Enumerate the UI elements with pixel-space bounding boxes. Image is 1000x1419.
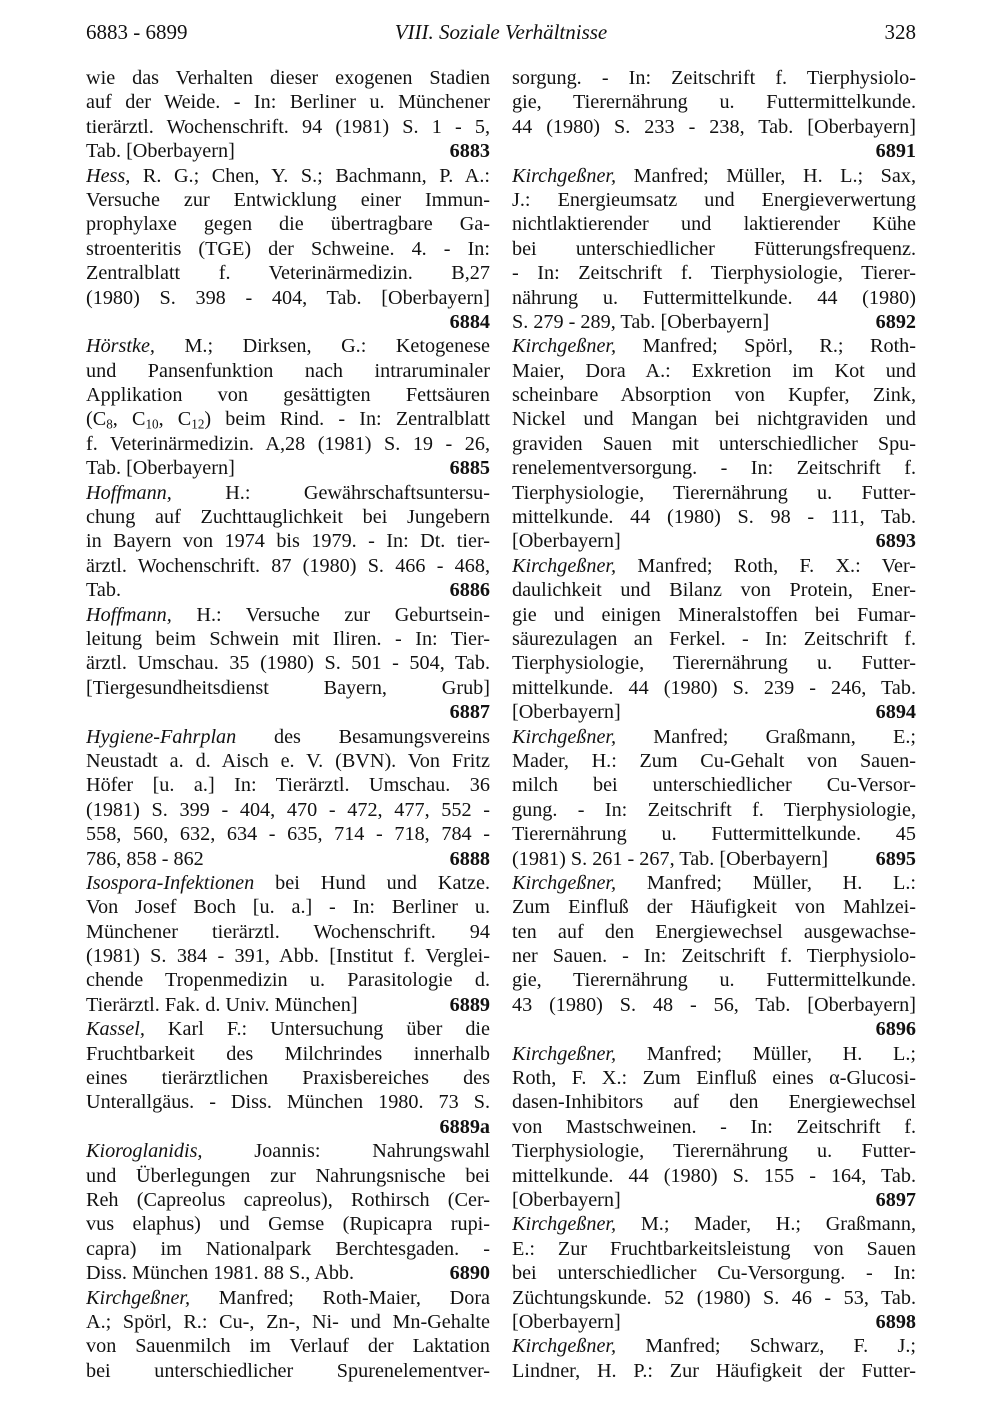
citation-text: mittelkunde. 44 (1980) S. 239 - 246, Tab. — [512, 676, 916, 699]
text-line — [86, 944, 490, 968]
text-line — [86, 115, 490, 139]
text-line — [512, 993, 916, 1017]
text-line — [86, 847, 490, 871]
text-line — [512, 261, 916, 285]
entry-number: 6893 — [875, 530, 916, 553]
citation-text: 43 (1980) S. 48 - 56, Tab. [Oberbayern] — [512, 993, 916, 1016]
citation-text: ärztl. Wochenschrift. 87 (1980) S. 466 - 468, — [86, 554, 490, 577]
left-column — [86, 66, 490, 1383]
citation-text: capra) im Nationalpark Berchtesgaden. - — [86, 1237, 490, 1260]
citation-text: scheinbare Absorption von Kupfer, Zink, — [512, 384, 916, 407]
citation-text: renelementversorgung. - In: Zeitschrift f. — [512, 457, 916, 480]
citation-text: gie, Tierernährung u. Futtermittelkunde. — [512, 969, 916, 992]
text-line — [512, 1090, 916, 1114]
text-line — [86, 1261, 490, 1285]
text-line — [86, 237, 490, 261]
text-line — [86, 1017, 490, 1041]
citation-text: bei unterschiedlicher Fütterungsfrequenz. — [512, 237, 916, 260]
citation-text: von Sauenmilch im Verlauf der Laktation — [86, 1335, 490, 1358]
text-line — [512, 310, 916, 334]
text-line — [512, 871, 916, 895]
citation-text: dasen-Inhibitors auf den Energiewechsel — [512, 1091, 916, 1114]
citation-text: Manfred; Roth, F. X.: Ver- — [616, 554, 916, 577]
text-line — [86, 822, 490, 846]
author-name: Isospora-Infektionen — [86, 871, 255, 894]
text-line — [512, 139, 916, 163]
citation-text: des Besamungsvereins — [236, 725, 490, 748]
text-line — [512, 481, 916, 505]
citation-text: daulichkeit und Bilanz von Protein, Ener- — [512, 579, 916, 602]
citation-text: mittelkunde. 44 (1980) S. 98 - 111, Tab. — [512, 506, 916, 529]
entry-number: 6894 — [875, 701, 916, 724]
citation-text: [Oberbayern] — [512, 701, 621, 724]
author-name: Hoffmann, — [86, 603, 172, 626]
citation-text: M.; Mader, H.; Graßmann, — [616, 1213, 916, 1236]
text-line — [86, 359, 490, 383]
citation-text: Fruchtbarkeit des Milchrindes innerhalb — [86, 1042, 490, 1065]
text-line — [86, 1237, 490, 1261]
citation-text: 558, 560, 632, 634 - 635, 714 - 718, 784 - — [86, 823, 490, 846]
citation-text: Züchtungskunde. 52 (1980) S. 46 - 53, Tab. — [512, 1286, 916, 1309]
entry-number: 6897 — [875, 1188, 916, 1211]
text-line — [86, 895, 490, 919]
subscript: 8 — [106, 416, 113, 432]
citation-text: bei unterschiedlicher Cu-Versorgung. - In: — [512, 1262, 916, 1285]
author-name: Kirchgeßner, — [512, 1335, 617, 1358]
citation-text: Manfred; Müller, H. L.; Sax, — [616, 164, 916, 187]
citation-text: Versuche zur Entwicklung einer Immun- — [86, 188, 490, 211]
citation-text: Lindner, H. P.: Zur Häufigkeit der Futter- — [512, 1359, 916, 1382]
citation-text: (C — [86, 408, 107, 431]
citation-text: und Pansenfunktion nach intraruminaler — [86, 359, 490, 382]
author-name: Kirchgeßner, — [512, 1042, 617, 1065]
text-line — [86, 1164, 490, 1188]
text-line — [512, 773, 916, 797]
citation-text: milch bei unterschiedlicher Cu-Versor- — [512, 774, 916, 797]
text-line — [86, 578, 490, 602]
citation-text: chende Tropenmedizin u. Parasitologie d. — [86, 969, 490, 992]
author-name: Hess, — [86, 164, 131, 187]
text-line — [86, 1042, 490, 1066]
text-line — [512, 944, 916, 968]
text-line — [86, 798, 490, 822]
citation-text: 786, 858 - 862 — [86, 847, 204, 870]
text-line — [512, 334, 916, 358]
text-line — [512, 651, 916, 675]
entry-number: 6891 — [875, 140, 916, 163]
text-line — [512, 725, 916, 749]
citation-text: Tierphysiologie, Tierernährung u. Futter- — [512, 1140, 916, 1163]
citation-text: tierärztl. Wochenschrift. 94 (1981) S. 1 - 5, — [86, 115, 490, 138]
text-line — [512, 1164, 916, 1188]
citation-text: Manfred; Roth-Maier, Dora — [190, 1286, 490, 1309]
author-name: Kassel, — [86, 1018, 145, 1041]
citation-text: Manfred; Schwarz, F. J.; — [616, 1335, 916, 1358]
author-name: Kirchgeßner, — [512, 335, 617, 358]
text-line — [86, 700, 490, 724]
citation-text: Manfred; Müller, H. L.; — [616, 1042, 916, 1065]
right-column — [512, 66, 916, 1383]
text-line — [512, 164, 916, 188]
text-line — [86, 1212, 490, 1236]
citation-text: sorgung. - In: Zeitschrift f. Tierphysiolo- — [512, 67, 916, 89]
text-line — [512, 822, 916, 846]
entry-number: 6896 — [875, 1018, 916, 1041]
citation-text: E.: Zur Fruchtbarkeitsleistung von Sauen — [512, 1237, 916, 1260]
citation-text: H.: Versuche zur Geburtsein- — [171, 603, 490, 626]
text-line — [512, 676, 916, 700]
entry-number: 6895 — [875, 847, 916, 870]
citation-text: Maier, Dora A.: Exkretion im Kot und — [512, 359, 916, 382]
citation-text: Höfer [u. a.] In: Tierärztl. Umschau. 36 — [86, 774, 490, 797]
citation-text: , C — [112, 408, 146, 431]
citation-text: Manfred; Spörl, R.; Roth- — [616, 335, 916, 358]
text-line — [512, 1359, 916, 1383]
text-line — [512, 749, 916, 773]
text-line — [86, 1286, 490, 1310]
section-title: VIII. Soziale Verhältnisse — [394, 20, 608, 44]
text-line — [86, 920, 490, 944]
citation-text: (1981) S. 261 - 267, Tab. [Oberbayern] — [512, 847, 829, 870]
text-line — [86, 529, 490, 553]
citation-text: Reh (Capreolus capreolus), Rothirsch (Cer- — [86, 1188, 490, 1211]
text-line — [86, 310, 490, 334]
citation-text: wie das Verhalten dieser exogenen Stadien — [86, 67, 490, 89]
citation-text: Applikation von gesättigten Fettsäuren — [86, 384, 490, 407]
text-line — [86, 334, 490, 358]
text-line — [86, 1139, 490, 1163]
subscript: 10 — [145, 416, 159, 432]
citation-text: nichtlaktierender und laktierender Kühe — [512, 213, 916, 236]
citation-text: nährung u. Futtermittelkunde. 44 (1980) — [512, 286, 916, 309]
citation-text: Mader, H.: Zum Cu-Gehalt von Sauen- — [512, 749, 916, 772]
citation-text: Nickel und Mangan bei nichtgraviden und — [512, 408, 916, 431]
text-line — [512, 627, 916, 651]
text-line — [512, 920, 916, 944]
citation-text: mittelkunde. 44 (1980) S. 155 - 164, Tab. — [512, 1164, 916, 1187]
text-line — [86, 505, 490, 529]
author-name: Hygiene-Fahrplan — [86, 725, 237, 748]
subscript: 12 — [191, 416, 205, 432]
citation-text: , C — [158, 408, 192, 431]
text-line — [86, 286, 490, 310]
text-line — [512, 1066, 916, 1090]
text-line — [512, 359, 916, 383]
text-line — [512, 1212, 916, 1236]
text-line — [512, 529, 916, 553]
citation-text: H.: Gewährschaftsuntersu- — [171, 481, 490, 504]
entry-number: 6892 — [875, 310, 916, 333]
citation-text: ) beim Rind. - In: Zentralblatt — [204, 408, 490, 431]
text-line — [512, 188, 916, 212]
entry-number: 6885 — [449, 457, 490, 480]
text-line — [512, 505, 916, 529]
citation-text: Diss. München 1981. 88 S., Abb. — [86, 1262, 355, 1285]
citation-text: Zum Einfluß der Häufigkeit von Mahlzei- — [512, 896, 916, 919]
citation-text: gie und einigen Mineralstoffen bei Fumar- — [512, 603, 916, 626]
citation-text: eines tierärztlichen Praxisbereiches des — [86, 1067, 490, 1090]
text-line — [86, 407, 490, 431]
text-line — [86, 164, 490, 188]
text-line — [512, 1139, 916, 1163]
citation-text: Manfred; Müller, H. L.: — [616, 871, 916, 894]
entry-number: 6889a — [439, 1115, 490, 1138]
text-line — [86, 993, 490, 1017]
text-line — [86, 66, 490, 90]
text-line — [512, 383, 916, 407]
citation-text: Tierphysiologie, Tierernährung u. Futter- — [512, 481, 916, 504]
text-line — [86, 871, 490, 895]
citation-text: [Oberbayern] — [512, 1188, 621, 1211]
author-name: Kirchgeßner, — [512, 554, 617, 577]
citation-text: J.: Energieumsatz und Energieverwertung — [512, 188, 916, 211]
text-line — [512, 1310, 916, 1334]
text-line — [512, 603, 916, 627]
text-line — [86, 1359, 490, 1383]
citation-text: von Mastschweinen. - In: Zeitschrift f. — [512, 1115, 916, 1138]
text-line — [86, 1188, 490, 1212]
text-line — [512, 1042, 916, 1066]
text-line — [86, 383, 490, 407]
text-line — [512, 968, 916, 992]
text-line — [86, 139, 490, 163]
text-line — [86, 554, 490, 578]
text-line — [86, 725, 490, 749]
citation-text: 44 (1980) S. 233 - 238, Tab. [Oberbayern] — [512, 115, 916, 138]
text-line — [512, 66, 916, 90]
citation-text: Karl F.: Untersuchung über die — [144, 1018, 490, 1041]
text-line — [86, 212, 490, 236]
text-line — [86, 627, 490, 651]
entry-number: 6898 — [875, 1310, 916, 1333]
text-line — [512, 1115, 916, 1139]
citation-text: ner Sauen. - In: Zeitschrift f. Tierphysiolo- — [512, 945, 916, 968]
citation-text: [Tiergesundheitsdienst Bayern, Grub] — [86, 676, 490, 699]
author-name: Kirchgeßner, — [512, 1213, 617, 1236]
text-line — [86, 676, 490, 700]
citation-text: (1980) S. 398 - 404, Tab. [Oberbayern] — [86, 286, 490, 309]
text-line — [86, 968, 490, 992]
citation-text: chung auf Zuchttauglichkeit bei Jungebern — [86, 506, 490, 529]
citation-text: Tab. [Oberbayern] — [86, 457, 235, 480]
citation-text: säurezulagen an Ferkel. - In: Zeitschrift f. — [512, 627, 916, 650]
author-name: Kirchgeßner, — [86, 1286, 191, 1309]
citation-text: M.; Dirksen, G.: Ketogenese — [154, 335, 490, 358]
text-line — [512, 798, 916, 822]
citation-text: und Überlegungen zur Nahrungsnische bei — [86, 1164, 490, 1187]
author-name: Kirchgeßner, — [512, 871, 617, 894]
citation-text: S. 279 - 289, Tab. [Oberbayern] — [512, 310, 770, 333]
author-name: Kirchgeßner, — [512, 725, 617, 748]
citation-text: Manfred; Graßmann, E.; — [616, 725, 916, 748]
text-line — [512, 1237, 916, 1261]
citation-text: Von Josef Boch [u. a.] - In: Berliner u. — [86, 896, 490, 919]
text-line — [512, 578, 916, 602]
text-line — [512, 1286, 916, 1310]
citation-text: ärztl. Umschau. 35 (1980) S. 501 - 504, Tab. — [86, 652, 490, 675]
text-line — [512, 1017, 916, 1041]
text-line — [512, 237, 916, 261]
text-line — [86, 481, 490, 505]
citation-text: in Bayern von 1974 bis 1979. - In: Dt. tier- — [86, 530, 490, 553]
text-line — [86, 1115, 490, 1139]
author-name: Hoffmann, — [86, 481, 172, 504]
text-line — [86, 1310, 490, 1334]
entry-number: 6890 — [449, 1262, 490, 1285]
entry-number: 6886 — [449, 579, 490, 602]
text-line — [512, 456, 916, 480]
text-line — [86, 1334, 490, 1358]
citation-text: [Oberbayern] — [512, 1310, 621, 1333]
text-line — [512, 212, 916, 236]
entry-number: 6887 — [449, 701, 490, 724]
citation-text: ten auf den Energiewechsel ausgewachse- — [512, 920, 916, 943]
text-line — [512, 554, 916, 578]
text-line — [86, 1090, 490, 1114]
text-line — [86, 90, 490, 114]
citation-text: prophylaxe gegen die übertragbare Ga- — [86, 213, 490, 236]
text-line — [86, 651, 490, 675]
text-line — [86, 188, 490, 212]
citation-text: Zentralblatt f. Veterinärmedizin. B,27 — [86, 262, 490, 285]
page-number: 328 — [884, 20, 916, 44]
page-header — [86, 20, 916, 50]
citation-text: Tab. — [86, 579, 122, 602]
entry-number: 6883 — [449, 140, 490, 163]
citation-text: bei unterschiedlicher Spurenelementver- — [86, 1359, 490, 1382]
citation-text: Neustadt a. d. Aisch e. V. (BVN). Von Fritz — [86, 749, 490, 772]
text-line — [86, 432, 490, 456]
citation-text: gung. - In: Zeitschrift f. Tierphysiologie, — [512, 798, 916, 821]
author-name: Kirchgeßner, — [512, 164, 617, 187]
citation-text: Tierernährung u. Futtermittelkunde. 45 — [512, 823, 916, 846]
text-line — [86, 603, 490, 627]
citation-text: Tierärztl. Fak. d. Univ. München] — [86, 993, 358, 1016]
citation-text: leitung beim Schwein mit Iliren. - In: Tier- — [86, 627, 490, 650]
citation-text: auf der Weide. - In: Berliner u. Münchener — [86, 91, 490, 114]
author-name: Kioroglanidis, — [86, 1140, 203, 1163]
entry-number: 6888 — [449, 847, 490, 870]
citation-text: - In: Zeitschrift f. Tierphysiologie, Tierer- — [512, 262, 916, 285]
citation-text: Tab. [Oberbayern] — [86, 140, 235, 163]
citation-text: [Oberbayern] — [512, 530, 621, 553]
citation-text: Tierphysiologie, Tierernährung u. Futter- — [512, 652, 916, 675]
citation-text: graviden Sauen mit unterschiedlicher Spu- — [512, 432, 916, 455]
citation-text: Joannis: Nahrungswahl — [202, 1140, 490, 1163]
citation-text: (1981) S. 399 - 404, 470 - 472, 477, 552 - — [86, 798, 490, 821]
citation-text: f. Veterinärmedizin. A,28 (1981) S. 19 - 26, — [86, 432, 490, 455]
citation-text: vus elaphus) und Gemse (Rupicapra rupi- — [86, 1213, 490, 1236]
citation-text: gie, Tierernährung u. Futtermittelkunde. — [512, 91, 916, 114]
entry-range: 6883 - 6899 — [86, 20, 188, 44]
text-line — [512, 1261, 916, 1285]
citation-text: Unterallgäus. - Diss. München 1980. 73 S. — [86, 1091, 490, 1114]
text-line — [86, 261, 490, 285]
citation-text: (1981) S. 384 - 391, Abb. [Institut f. Verglei- — [86, 945, 490, 968]
citation-text: stroenteritis (TGE) der Schweine. 4. - In: — [86, 237, 490, 260]
citation-text: A.; Spörl, R.: Cu-, Zn-, Ni- und Mn-Gehalte — [86, 1310, 490, 1333]
text-line — [512, 847, 916, 871]
text-line — [512, 115, 916, 139]
entry-number: 6889 — [449, 993, 490, 1016]
text-line — [512, 700, 916, 724]
author-name: Hörstke, — [86, 335, 155, 358]
text-line — [512, 1188, 916, 1212]
text-line — [512, 407, 916, 431]
text-line — [512, 90, 916, 114]
entry-number: 6884 — [449, 310, 490, 333]
text-line — [86, 773, 490, 797]
text-line — [512, 895, 916, 919]
text-line — [512, 1334, 916, 1358]
text-line — [86, 1066, 490, 1090]
text-line — [512, 286, 916, 310]
citation-text: Münchener tierärztl. Wochenschrift. 94 — [86, 920, 490, 943]
citation-text: R. G.; Chen, Y. S.; Bachmann, P. A.: — [130, 164, 490, 187]
citation-text: bei Hund und Katze. — [254, 871, 490, 894]
text-line — [86, 456, 490, 480]
text-line — [512, 432, 916, 456]
text-line — [86, 749, 490, 773]
citation-text: Roth, F. X.: Zum Einfluß eines α-Glucosi- — [512, 1067, 916, 1090]
